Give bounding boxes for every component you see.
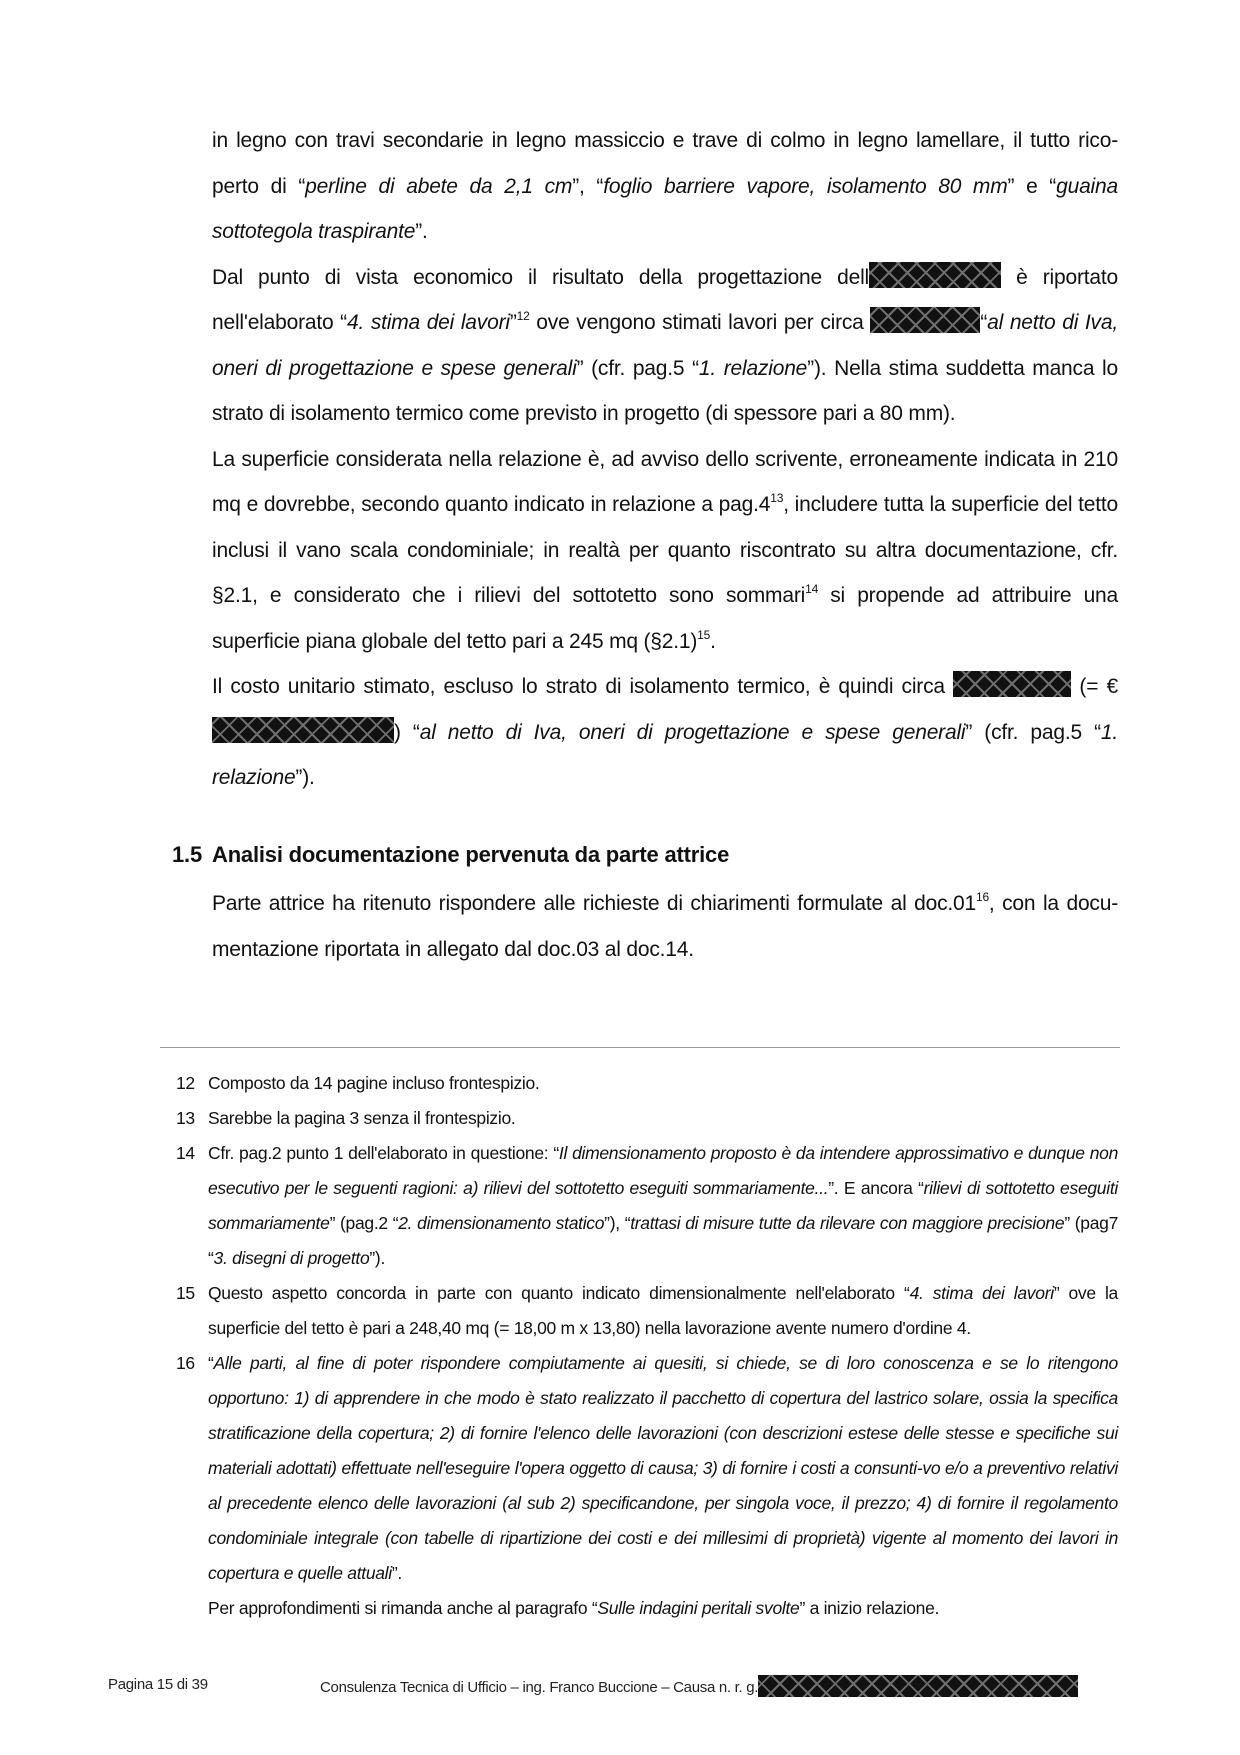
text-run: in legno con travi secondarie in legno massiccio e trave di colmo in legno lamellare, il tutto rico-perto di “: [212, 129, 1118, 198]
quote-italic: 4. stima dei lavori: [346, 311, 510, 334]
body-text: [212, 118, 1118, 801]
text-run: Dal punto di vista economico il risultato della progettazione dell: [212, 265, 870, 289]
text-run: è riportato nell'elaborato “: [212, 265, 1118, 334]
text-run: ”, “: [572, 174, 604, 198]
quote-italic: 1. relazione: [212, 720, 1118, 789]
footnote-number: 14: [176, 1143, 195, 1163]
footnote-number: 13: [176, 1108, 195, 1128]
footnote-separator: [160, 1047, 1120, 1048]
footnote-number: 12: [176, 1073, 195, 1093]
paragraph-economic: [212, 255, 1118, 437]
quote-italic: trattasi di misure tutte da rilevare con maggiore precisione: [630, 1213, 1065, 1233]
footnote-13: [176, 1101, 1118, 1136]
text-run: ”). Nella stima suddetta manca lo strato di isolamento termico come previsto in progetto (di spessore pari a 80 mm).: [212, 356, 1118, 425]
quote-italic: 4. stima dei lavori: [909, 1283, 1054, 1303]
text-run: ) “: [394, 720, 420, 744]
text-run: ” (cfr. pag.5 “: [965, 720, 1101, 744]
footer-title: [320, 1675, 1078, 1698]
footnote-12: [176, 1066, 1118, 1101]
footnote-text: [208, 1276, 1118, 1346]
text-run: ”. E ancora “: [828, 1178, 924, 1198]
text-run: Cfr. pag.2 punto 1 dell'elaborato in questione: “: [208, 1143, 559, 1163]
quote-italic: al netto di Iva, oneri di progettazione e spese generali: [212, 311, 1118, 380]
redaction-block: [212, 717, 394, 743]
text-run: (= €: [1071, 675, 1118, 698]
text-run: Sarebbe la pagina 3 senza il frontespizio.: [208, 1108, 516, 1128]
text-run: ”).: [295, 766, 315, 789]
text-run: ove vengono stimati lavori per circa: [529, 311, 871, 334]
text-run: ” a inizio relazione.: [799, 1598, 940, 1618]
section-body: [212, 881, 1118, 972]
text-run: Per approfondimenti si rimanda anche al paragrafo “: [208, 1598, 598, 1618]
page-number: Pagina 15 di 39: [108, 1676, 208, 1693]
paragraph-plaintiff-docs: [212, 881, 1118, 972]
footnote-text: [208, 1136, 1118, 1276]
quote-italic: 3. disegni di progetto: [213, 1248, 370, 1268]
text-run: Il costo unitario stimato, escluso lo strato di isolamento termico, è quindi circa: [212, 675, 954, 698]
text-run: , includere tutta la superficie del tetto inclusi il vano scala condominiale; in realtà per quanto riscontrato su altra documentazione, cfr. §2.1, e considerato che i rilievi del sottotetto sono sommari: [212, 493, 1118, 607]
footnote-ref-15[interactable]: 15: [697, 627, 711, 642]
quote-italic: Alle parti, al fine di poter rispondere compiutamente ai quesiti, si chiede, se di loro conoscenza e se lo ritengono opportuno: 1) di apprendere in che modo è stato realizzato il pacchetto di copertura del lastrico solare, ossia la specifica stratificazione della copertura; 2) di fornire l'elenco delle lavorazioni (con descrizioni estese delle stesse e specifiche sui materiali adottati) effettuate nell'eseguire l'opera oggetto di causa; 3) di fornire i costi a consunti-vo e/o a preventivo relativi al precedente elenco delle lavorazioni (al sub 2) specificandone, per singola voce, il prezzo; 4) di fornire il regolamento condominiale integrale (con tabelle di ripartizione dei costi e dei millesimi di proprietà) vigente al momento dei lavori in copertura e quelle attuali: [208, 1353, 1118, 1583]
quote-italic: 1. relazione: [698, 356, 808, 380]
quote-italic: foglio barriere vapore, isolamento 80 mm: [603, 174, 1008, 198]
text-run: ” (pag7 “: [208, 1213, 1118, 1268]
text-run: ” e “: [1007, 174, 1057, 198]
footnote-number: 16: [176, 1353, 195, 1373]
paragraph-surface: [212, 437, 1118, 665]
text-run: ”).: [369, 1248, 386, 1268]
footnote-ref-14[interactable]: 14: [805, 582, 819, 596]
quote-italic: guaina sottotegola traspirante: [212, 174, 1118, 243]
text-run: ” (cfr. pag.5 “: [576, 356, 699, 380]
footnote-15: [176, 1276, 1118, 1346]
footer-title-text: Consulenza Tecnica di Ufficio – ing. Franco Buccione – Causa n. r. g.: [320, 1679, 759, 1696]
paragraph-unit-cost: [212, 664, 1118, 801]
text-run: Parte attrice ha ritenuto rispondere alle richieste di chiarimenti formulate al doc.01: [212, 892, 976, 915]
text-run: .: [710, 629, 716, 653]
text-run: ” ove la superficie del tetto è pari a 248,40 mq (= 18,00 m x 13,80) nella lavorazione avente numero d'ordine 4.: [208, 1283, 1118, 1338]
text-run: ”.: [415, 220, 428, 243]
text-run: “: [208, 1353, 214, 1373]
text-run: ” (pag.2 “: [329, 1213, 399, 1233]
footnote-text: [208, 1346, 1118, 1626]
quote-italic: al netto di Iva, oneri di progettazione e spese generali: [419, 720, 966, 744]
text-run: ”: [509, 311, 517, 334]
redaction-block: [953, 671, 1071, 697]
text-run: La superficie considerata nella relazione è, ad avviso dello scrivente, erroneamente indicata in 210 mq e dovrebbe, secondo quanto indicato in relazione a pag.4: [212, 447, 1118, 516]
paragraph-roof-structure: [212, 118, 1118, 255]
text-run: “: [980, 311, 988, 334]
footnote-16: [176, 1346, 1118, 1626]
text-run: si propende ad attribuire una superficie piana globale del tetto pari a 245 mq (§2.1): [212, 584, 1119, 653]
quote-italic: 2. dimensionamento statico: [398, 1213, 605, 1233]
section-number: 1.5: [172, 842, 202, 867]
section-title: Analisi documentazione pervenuta da parte attrice: [212, 842, 730, 867]
text-run: ”.: [391, 1563, 402, 1583]
footnote-ref-13[interactable]: 13: [770, 491, 784, 505]
footnotes: [176, 1066, 1118, 1626]
footnote-text: [208, 1101, 1118, 1136]
quote-italic: perline di abete da 2,1 cm: [305, 174, 573, 198]
footnote-14: [176, 1136, 1118, 1276]
quote-italic: Sulle indagini peritali svolte: [597, 1598, 800, 1618]
quote-italic: rilievi di sottotetto eseguiti sommariamente: [208, 1178, 1118, 1233]
text-run: ”), “: [604, 1213, 631, 1233]
text-run: Questo aspetto concorda in parte con quanto indicato dimensionalmente nell'elaborato “: [208, 1283, 910, 1303]
text-run: , con la docu-mentazione riportata in allegato dal doc.03 al doc.14.: [212, 892, 1118, 961]
redaction-block: [758, 1675, 1078, 1697]
footnote-number: 15: [176, 1283, 195, 1303]
redaction-block: [870, 307, 980, 333]
quote-italic: Il dimensionamento proposto è da intendere approssimativo e dunque non esecutivo per le seguenti ragioni: a) rilievi del sottotetto eseguiti sommariamente...: [208, 1143, 1119, 1198]
footnote-text: [208, 1066, 1118, 1101]
footnote-ref-12[interactable]: 12: [516, 309, 530, 323]
section-heading: [172, 840, 1122, 870]
footnote-ref-16[interactable]: 16: [975, 890, 989, 904]
text-run: Composto da 14 pagine incluso frontespizio.: [208, 1073, 540, 1093]
redaction-block: [869, 262, 1001, 288]
